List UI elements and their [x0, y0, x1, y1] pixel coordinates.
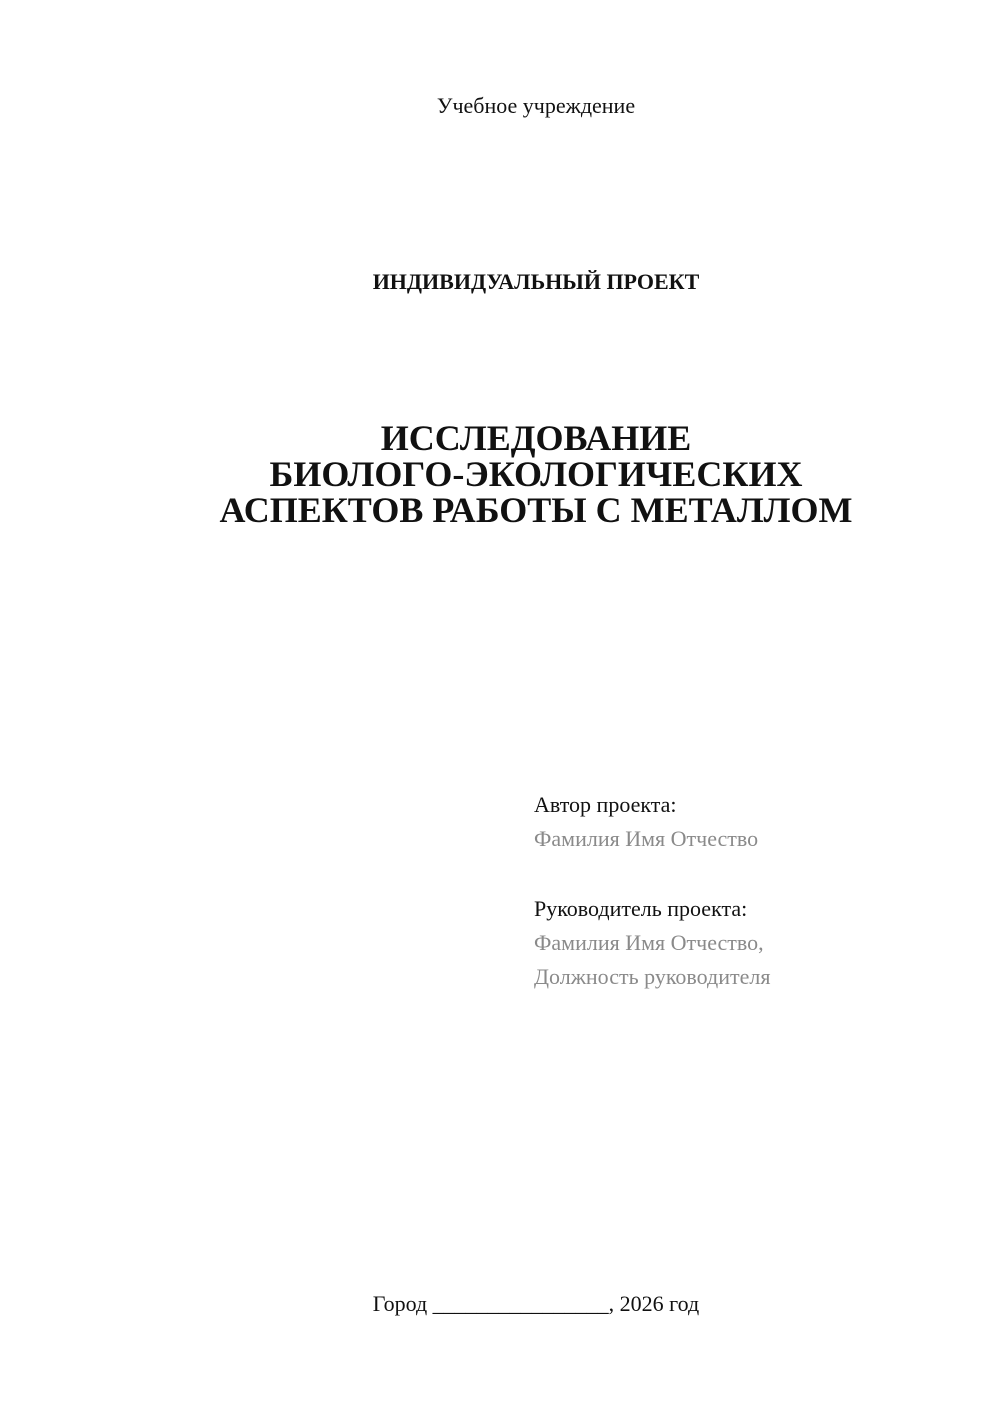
institution-name: Учебное учреждение: [436, 93, 636, 118]
info-spacer: [534, 856, 974, 892]
city-year-line: Город ________________, 2026 год: [372, 1291, 700, 1316]
author-name: Фамилия Имя Отчество: [534, 826, 759, 851]
project-info-block: [534, 788, 974, 994]
project-title-line-3: АСПЕКТОВ РАБОТЫ С МЕТАЛЛОМ: [219, 490, 853, 530]
supervisor-label: Руководитель проекта:: [534, 896, 748, 921]
project-title-line-2: БИОЛОГО-ЭКОЛОГИЧЕСКИХ: [269, 454, 803, 494]
supervisor-name: Фамилия Имя Отчество,: [534, 930, 764, 955]
supervisor-position: Должность руководителя: [534, 964, 771, 989]
author-label: Автор проекта:: [534, 792, 677, 817]
project-title-line-1: ИССЛЕДОВАНИЕ: [380, 418, 692, 458]
project-title: [0, 420, 1000, 528]
project-type: ИНДИВИДУАЛЬНЫЙ ПРОЕКТ: [372, 269, 700, 294]
